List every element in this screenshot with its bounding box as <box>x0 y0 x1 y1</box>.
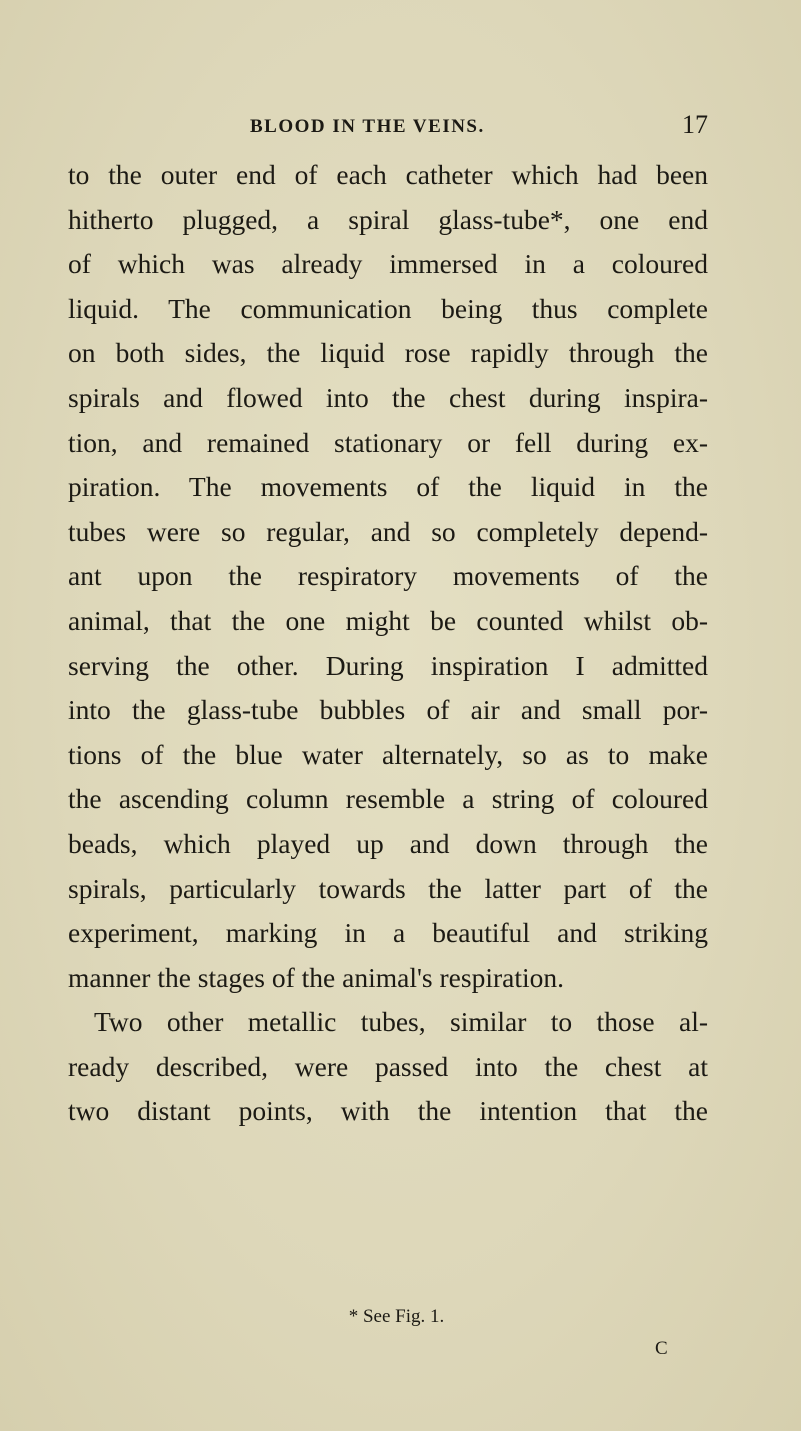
text-line: of which was already immersed in a coloured <box>68 248 708 280</box>
text-line: tubes were so regular, and so completely depend- <box>68 515 708 547</box>
text-line: Two other metallic tubes, similar to those al- <box>94 1006 708 1038</box>
body-text <box>68 153 708 1134</box>
text-line: the ascending column resemble a string of coloured <box>68 783 708 815</box>
text-line: tions of the blue water alternately, so as to make <box>68 738 708 770</box>
text-line: piration. The movements of the liquid in the <box>68 471 708 503</box>
text-line: on both sides, the liquid rose rapidly through the <box>68 337 708 369</box>
text-line: ready described, were passed into the chest at <box>68 1050 708 1082</box>
text-line: ant upon the respiratory movements of the <box>68 560 708 592</box>
page-number: 17 <box>682 110 708 139</box>
text-line: spirals, particularly towards the latter part of the <box>68 872 708 904</box>
text-line: manner the stages of the animal's respiration. <box>68 961 564 993</box>
signature-mark: C <box>655 1338 669 1359</box>
footnote <box>0 1306 801 1328</box>
text-line: beads, which played up and down through the <box>68 827 708 859</box>
text-line: experiment, marking in a beautiful and striking <box>68 917 708 949</box>
text-line: hitherto plugged, a spiral glass-tube*, one end <box>68 203 708 235</box>
text-line: liquid. The communication being thus complete <box>68 292 708 324</box>
text-line: spirals and flowed into the chest during inspira- <box>68 381 708 413</box>
text-line: to the outer end of each catheter which had been <box>68 159 708 190</box>
text-line: into the glass-tube bubbles of air and small por- <box>68 694 708 726</box>
running-title: BLOOD IN THE VEINS. <box>250 116 485 137</box>
footnote-text: * See Fig. 1. <box>348 1306 445 1327</box>
text-line: tion, and remained stationary or fell during ex- <box>68 426 708 458</box>
text-line: two distant points, with the intention that the <box>68 1095 708 1127</box>
text-line: animal, that the one might be counted whilst ob- <box>68 604 708 636</box>
running-head <box>68 110 708 146</box>
text-line: serving the other. During inspiration I admitted <box>68 649 708 681</box>
